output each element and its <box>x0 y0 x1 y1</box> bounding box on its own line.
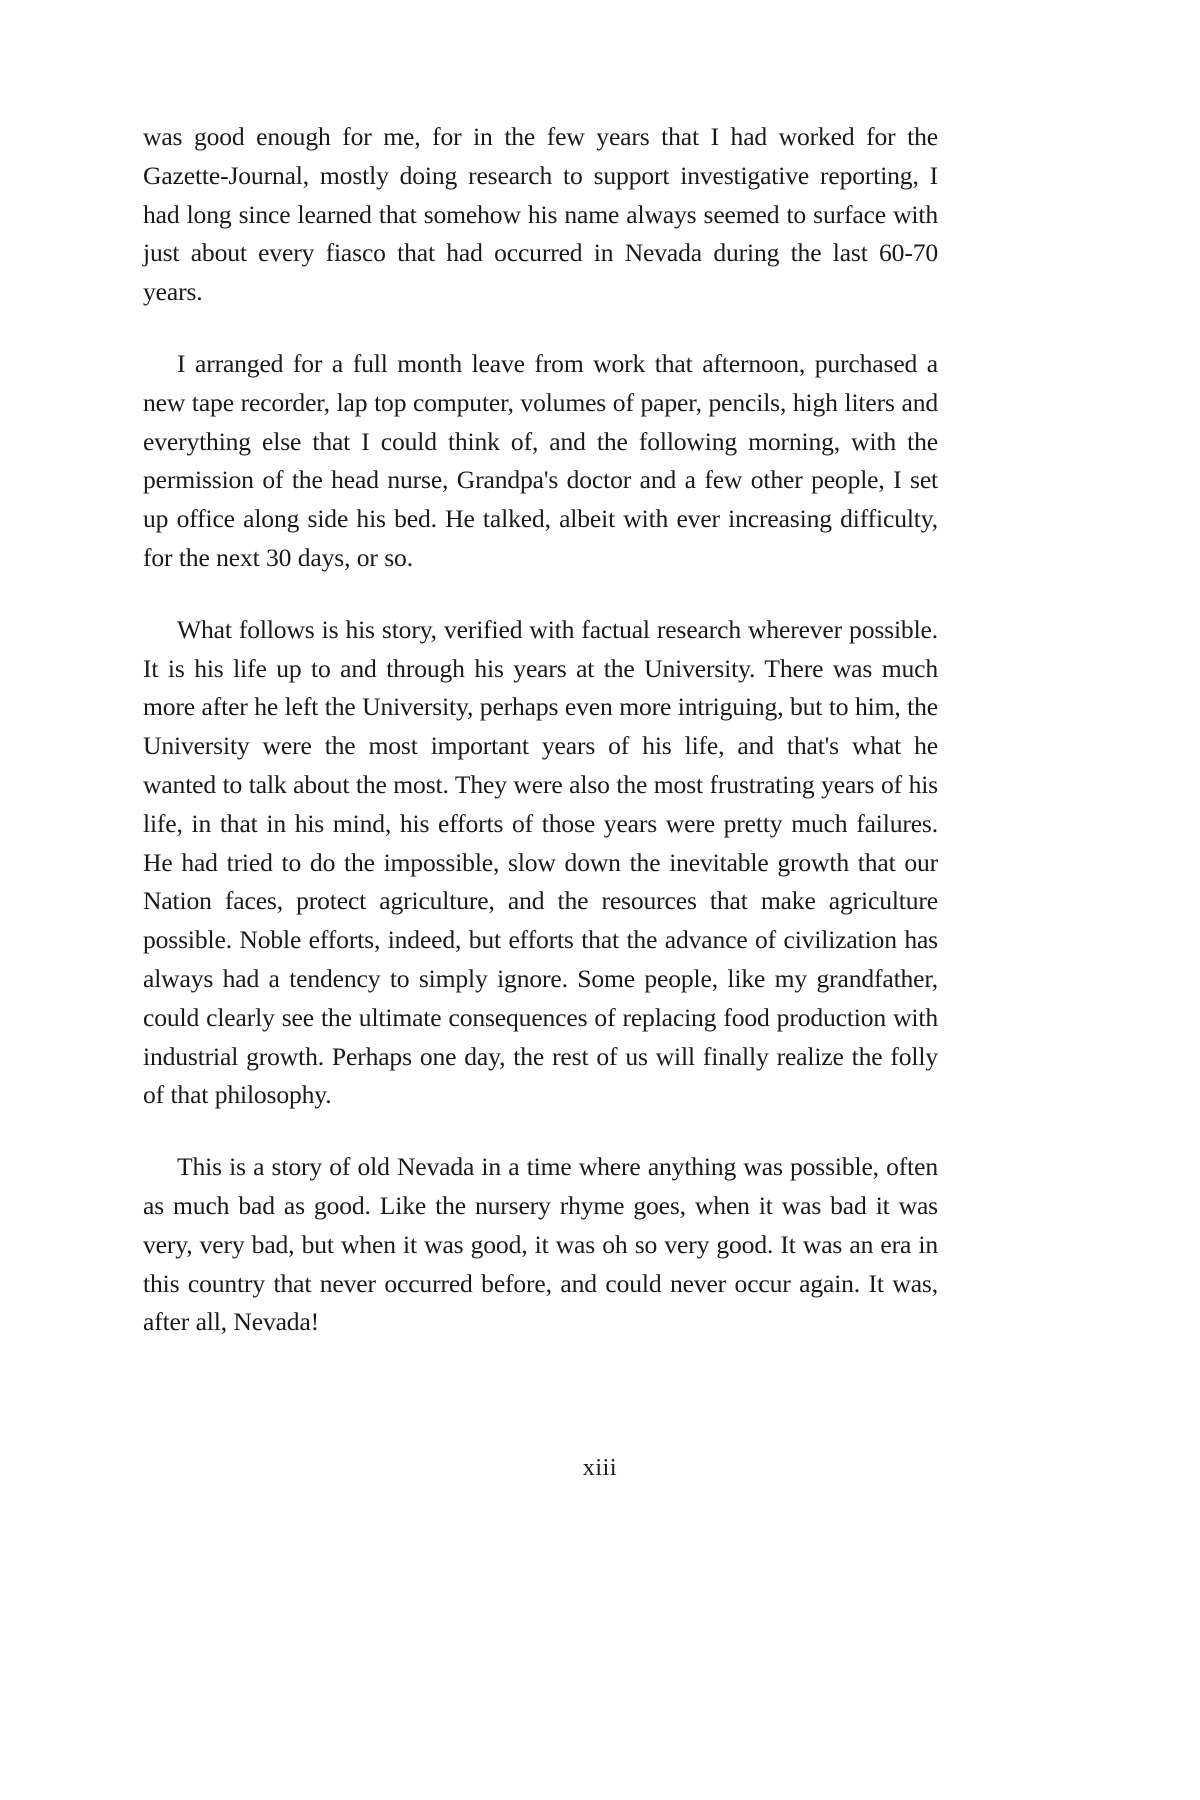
paragraph-1: was good enough for me, for in the few years that I had worked for the Gazette-Journal, mostly doing research to support investigative reporting, I had long since learned that somehow his name always seemed to surface with just about every fiasco that had occurred in Nevada during the last 60-70 years. <box>143 122 938 307</box>
body-text-block <box>143 118 938 1342</box>
paragraph-3: What follows is his story, verified with factual research wherever possible. It is his life up to and through his years at the University. There was much more after he left the University, perhaps even more intriguing, but to him, the University were the most important years of his life, and that's what he wanted to talk about the most. They were also the most frustrating years of his life, in that in his mind, his efforts of those years were pretty much failures. He had tried to do the impossible, slow down the inevitable growth that our Nation faces, protect agriculture, and the resources that make agriculture possible. Noble efforts, indeed, but efforts that the advance of civilization has always had a tendency to simply ignore. Some people, like my grandfather, could clearly see the ultimate consequences of replacing food production with industrial growth. Perhaps one day, the rest of us will finally realize the folly of that philosophy. <box>143 614 938 1110</box>
page-number: xiii <box>582 1455 618 1481</box>
paragraph-4: This is a story of old Nevada in a time where anything was possible, often as much bad as good. Like the nursery rhyme goes, when it was bad it was very, very bad, but when it was good, it was oh so very good. It was an era in this country that never occurred before, and could never occur again. It was, after all, Nevada! <box>143 1152 938 1337</box>
paragraph-2: I arranged for a full month leave from work that afternoon, purchased a new tape recorder, lap top computer, volumes of paper, pencils, high liters and everything else that I could think of, and the following morning, with the permission of the head nurse, Grandpa's doctor and a few other people, I set up office along side his bed. He talked, albeit with ever increasing difficulty, for the next 30 days, or so. <box>143 348 938 572</box>
